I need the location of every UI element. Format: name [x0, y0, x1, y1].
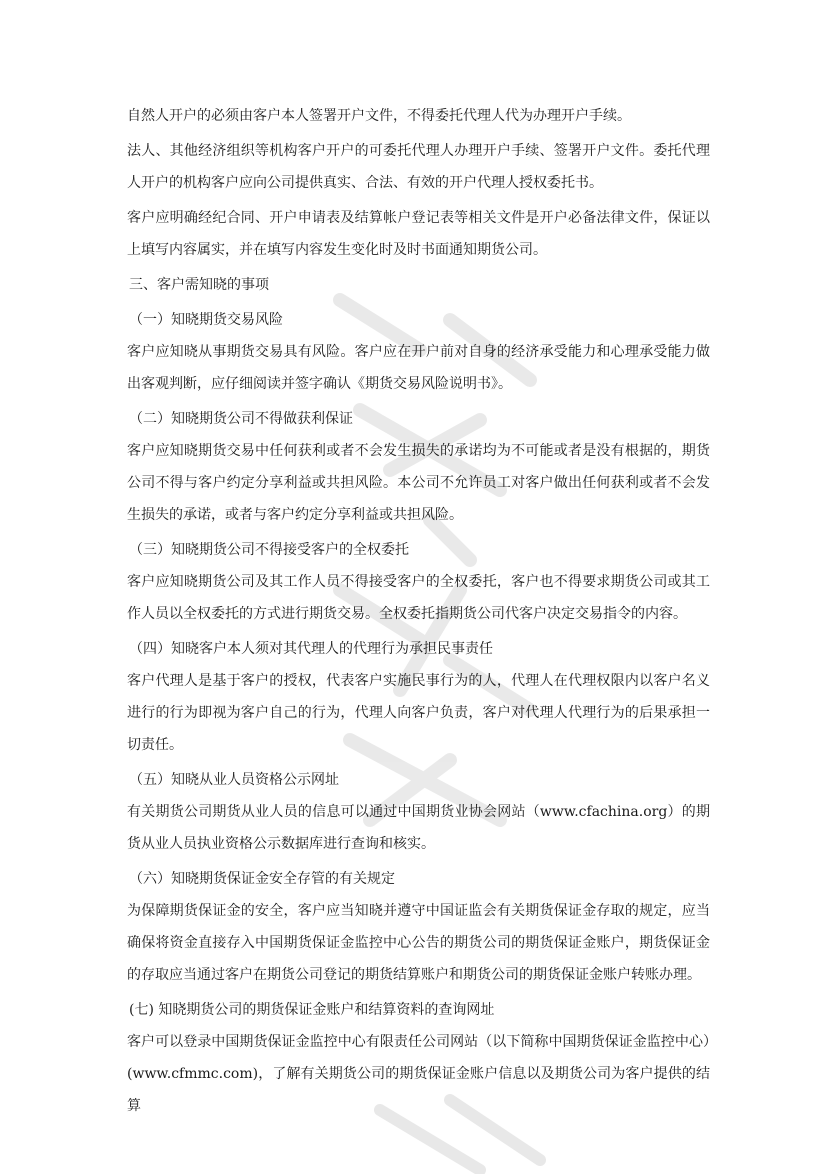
paragraph-margin-custody: 为保障期货保证金的安全，客户应当知晓并遵守中国证监会有关期货保证金存取的规定，应当确保将资金直接存入中国期货保证金监控中心公告的期货公司的期货保证金账户，期货保证金的存取应当通过客户在期货公司登记的期货结算账户和期货公司的期货保证金账户转账办理。 — [127, 903, 710, 983]
paragraph-qualification-website: 有关期货公司期货从业人员的信息可以通过中国期货业协会网站（www.cfachina.org）的期货从业人员执业资格公示数据库进行查询和核实。 — [127, 804, 710, 852]
paragraph-margin-query-website: 客户可以登录中国期货保证金监控中心有限责任公司网站（以下简称中国期货保证金监控中心）(www.cfmmc.com)，了解有关期货公司的期货保证金账户信息以及期货公司为客户提供的结算 — [127, 1034, 710, 1114]
paragraph-institution-account: 法人、其他经济组织等机构客户开户的可委托代理人办理开户手续、签署开户文件。委托代理人开户的机构客户应向公司提供真实、合法、有效的开户代理人授权委托书。 — [127, 143, 710, 191]
subsection-heading-7: (七) 知晓期货公司的期货保证金账户和结算资料的查询网址 — [129, 1002, 495, 1018]
subsection-heading-1: （一）知晓期货交易风险 — [129, 312, 283, 328]
subsection-heading-2: （二）知晓期货公司不得做获利保证 — [129, 411, 353, 427]
subsection-heading-4: （四）知晓客户本人须对其代理人的代理行为承担民事责任 — [129, 641, 493, 657]
document-body — [127, 100, 710, 1122]
paragraph-legal-documents: 客户应明确经纪合同、开户申请表及结算帐户登记表等相关文件是开户必备法律文件，保证以上填写内容属实，并在填写内容发生变化时及时书面通知期货公司。 — [127, 210, 710, 258]
subsection-heading-5: （五）知晓从业人员资格公示网址 — [129, 772, 339, 788]
paragraph-no-profit-guarantee: 客户应知晓期货交易中任何获利或者不会发生损失的承诺均为不可能或者是没有根据的，期货公司不得与客户约定分享利益或共担风险。本公司不允许员工对客户做出任何获利或者不会发生损失的承诺，或者与客户约定分享利益或共担风险。 — [127, 443, 710, 523]
paragraph-no-full-authorization: 客户应知晓期货公司及其工作人员不得接受客户的全权委托，客户也不得要求期货公司或其工作人员以全权委托的方式进行期货交易。全权委托指期货公司代客户决定交易指令的内容。 — [127, 574, 710, 622]
subsection-heading-3: （三）知晓期货公司不得接受客户的全权委托 — [129, 542, 409, 558]
paragraph-natural-person-account: 自然人开户的必须由客户本人签署开户文件，不得委托代理人代为办理开户手续。 — [127, 108, 631, 124]
paragraph-agent-liability: 客户代理人是基于客户的授权，代表客户实施民事行为的人，代理人在代理权限内以客户名义进行的行为即视为客户自己的行为，代理人向客户负责，客户对代理人代理行为的后果承担一切责任。 — [127, 673, 710, 753]
subsection-heading-6: （六）知晓期货保证金安全存管的有关规定 — [129, 871, 395, 887]
paragraph-trading-risk: 客户应知晓从事期货交易具有风险。客户应在开户前对自身的经济承受能力和心理承受能力做出客观判断，应仔细阅读并签字确认《期货交易风险说明书》。 — [127, 344, 710, 392]
section-heading-client-notice: 三、客户需知晓的事项 — [129, 277, 269, 293]
